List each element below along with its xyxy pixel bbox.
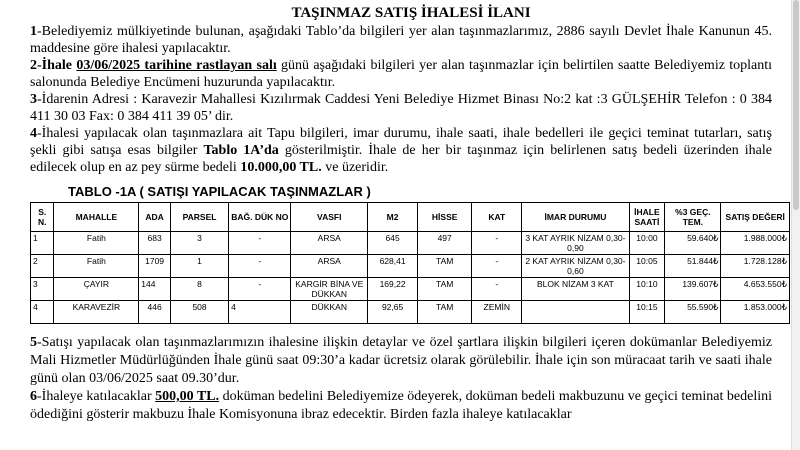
- table-title: TABLO -1A ( SATIŞI YAPILACAK TAŞINMAZLAR ): [68, 184, 371, 199]
- table-row: 2 Fatih 1709 1 - ARSA 628,41 TAM - 2 KAT AYRIK NİZAM 0,30-0,60 10:05 51.844₺ 1.728.128₺: [31, 255, 790, 278]
- after-table-text: [30, 334, 772, 424]
- paragraph-4: 4-İhalesi yapılacak olan taşınmazlara ait Tapu bilgileri, imar durumu, ihale saati, ihale bedelleri ile geçici teminat tutarları, satış şekli gibi satışa esas bilgiler Tablo 1A’da gösterilmiştir. İhale de her bir taşınmaz için belirlenen satış bedeli üzerinden ihale edilecek olup en az pey sürme bedeli 10.000,00 TL. ve üzeridir.: [30, 126, 772, 175]
- table-row: 3 ÇAYIR 144 8 - KARGİR BİNA VE DÜKKAN 169,22 TAM - BLOK NİZAM 3 KAT 10:10 139.607₺ 4.653.550₺: [31, 278, 790, 301]
- header-kat: KAT: [472, 203, 522, 232]
- header-bag-duk-no: BAĞ. DÜK NO: [229, 203, 291, 232]
- paragraph-6: 6-İhaleye katılacaklar 500,00 TL. doküman bedelini Belediyemize ödeyerek, doküman bedeli makbuzunu ve geçici teminat bedelini ödediğini gösterir makbuzu İhale Komisyonuna ibraz edecektir. Birden fazla ihaleye katılacaklar: [30, 389, 772, 422]
- paragraph-1: 1-Belediyemiz mülkiyetinde bulunan, aşağıdaki Tablo’da bilgileri yer alan taşınmazlarımız, 2886 sayılı Devlet İhale Kanunun 45. maddesine göre ihalesi yapılacaktır.: [30, 24, 772, 56]
- header-gecici-teminat: %3 GEÇ. TEM.: [665, 203, 721, 232]
- header-vasfi: VASFI: [291, 203, 368, 232]
- header-ada: ADA: [139, 203, 171, 232]
- table-row: 1 Fatih 683 3 - ARSA 645 497 - 3 KAT AYRIK NİZAM 0,30-0,90 10:00 59.640₺ 1.988.000₺: [31, 232, 790, 255]
- properties-table: [30, 202, 790, 324]
- paragraph-5: 5-Satışı yapılacak olan taşınmazlarımızın ihalesine ilişkin detaylar ve özel şartlara ilişkin bilgileri içeren dokümanlar Belediyemiz Mali Hizmetler Müdürlüğünden İhale günü saat 09:30’a kadar ücretsiz olarak görülebilir. İhale için son müracaat tarih ve saati ihale günü olan 03/06/2025 saat 09.30’dur.: [30, 335, 772, 386]
- document: [30, 4, 787, 424]
- header-imar-durumu: İMAR DURUMU: [522, 203, 629, 232]
- scrollbar[interactable]: [791, 0, 800, 450]
- page-title: TAŞINMAZ SATIŞ İHALESİ İLANI: [291, 5, 531, 21]
- header-hisse: HİSSE: [418, 203, 472, 232]
- header-mahalle: MAHALLE: [54, 203, 139, 232]
- scrollbar-thumb[interactable]: [793, 0, 799, 210]
- paragraph-2: 2-İhale 03/06/2025 tarihine rastlayan salı günü aşağıdaki bilgileri yer alan taşınmazlar için belirtilen saatte Belediyemiz toplantı salonunda Belediye Encümeni huzurunda yapılacaktır.: [30, 58, 773, 90]
- header-sn: S. N.: [31, 203, 54, 232]
- header-ihale-saati: İHALE SAATİ: [629, 203, 665, 232]
- header-satis-degeri: SATIŞ DEĞERİ: [721, 203, 790, 232]
- paragraph-3: 3-İdarenin Adresi : Karavezir Mahallesi Kızılırmak Caddesi Yeni Belediye Hizmet Binası No:2 kat :3 GÜLŞEHİR Telefon : 0 384 411 30 03 Fax: 0 384 411 39 05’ dir.: [30, 92, 772, 124]
- table-row: 4 KARAVEZİR 446 508 4 DÜKKAN 92,65 TAM ZEMİN 10:15 55.590₺ 1.853.000₺: [31, 301, 790, 324]
- header-m2: M2: [368, 203, 418, 232]
- header-parsel: PARSEL: [170, 203, 228, 232]
- table-header-row: [31, 203, 790, 232]
